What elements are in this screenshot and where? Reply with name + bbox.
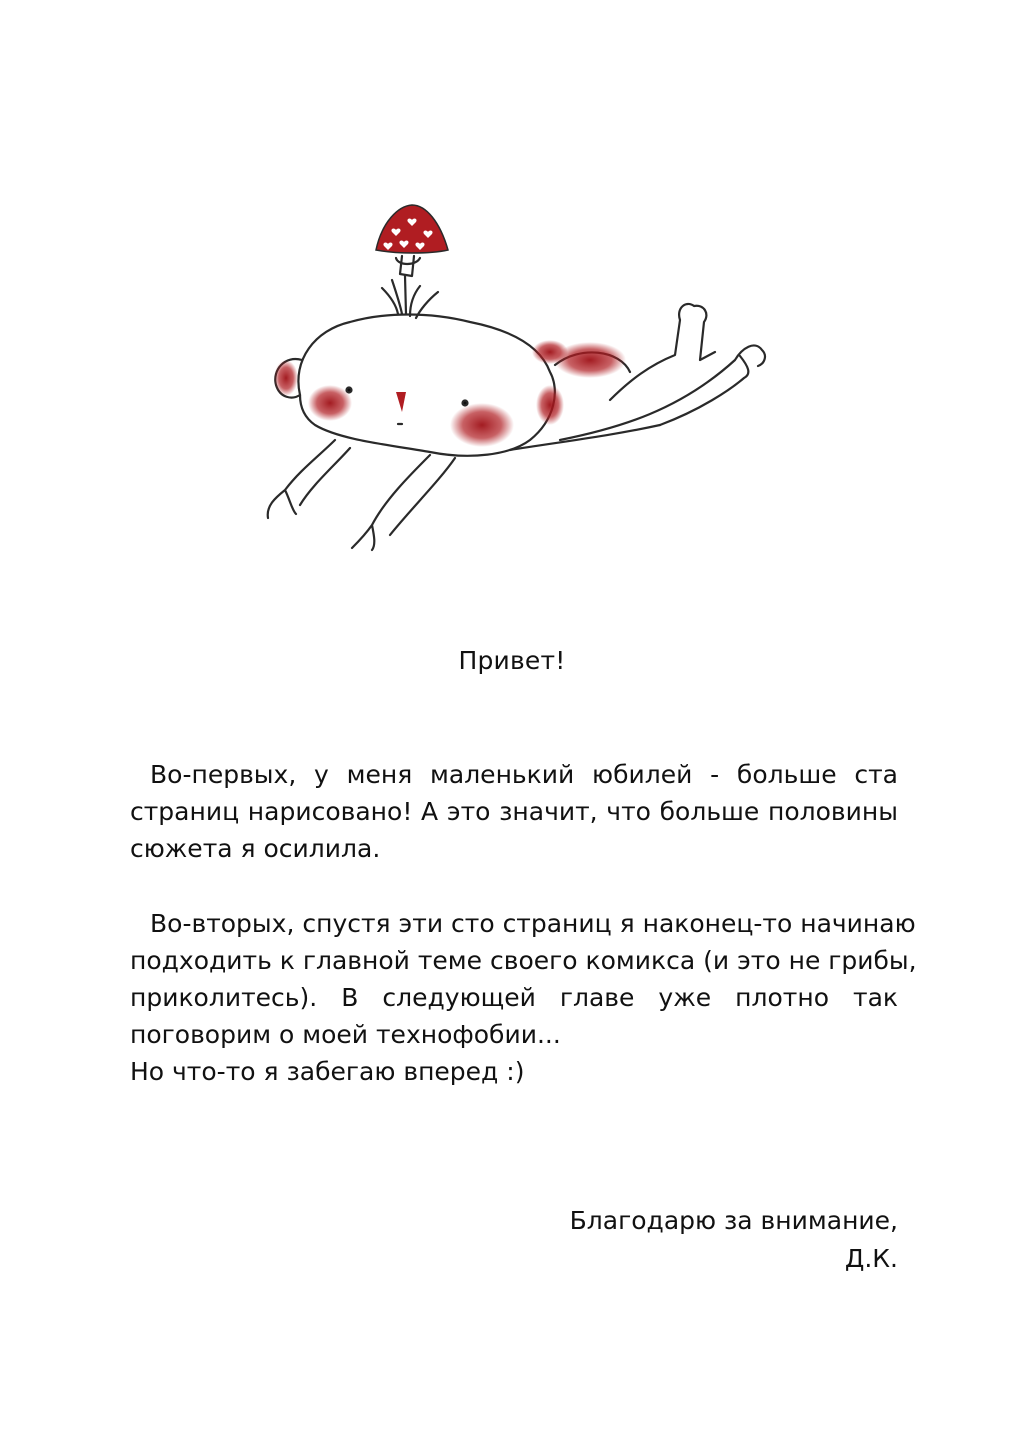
nose	[396, 392, 406, 412]
paragraph-2-line-3: приколитесь). В следующей главе уже плотно так	[130, 983, 898, 1012]
paragraph-1-line-1: Во-первых, у меня маленький юбилей - больше ста	[150, 760, 898, 789]
paragraph-1-line-2: страниц нарисовано! А это значит, что больше половины	[130, 797, 898, 826]
paragraph-1-line-3: сюжета я осилила.	[130, 834, 381, 863]
right-eye	[463, 401, 468, 406]
right-ear-blush	[536, 385, 564, 425]
head	[298, 315, 554, 456]
paragraph-2-line-2: подходить к главной теме своего комикса (и это не грибы,	[130, 946, 917, 975]
letter-paragraph-2	[130, 905, 917, 1053]
letter-signature: Д.К.	[844, 1244, 898, 1273]
right-cheek-blush	[450, 403, 514, 447]
letter-paragraph-3	[130, 1053, 898, 1090]
left-eye	[347, 388, 352, 393]
bottom-blush-2	[532, 340, 568, 364]
left-ear-blush	[274, 360, 298, 396]
left-arm	[268, 440, 350, 518]
left-cheek-blush	[308, 385, 352, 421]
letter-greeting: Привет!	[458, 646, 566, 675]
letter-paragraph-1	[130, 756, 898, 867]
paragraph-2-line-1: Во-вторых, спустя эти сто страниц я наконец-то начинаю	[150, 909, 916, 938]
middle-arm	[352, 455, 455, 550]
creature-illustration	[250, 190, 780, 560]
grass	[382, 276, 438, 318]
letter-closing: Благодарю за внимание,	[569, 1206, 898, 1235]
raised-leg	[610, 304, 715, 400]
paragraph-2-line-4: поговорим о моей технофобии...	[130, 1020, 561, 1049]
mushroom-stem	[400, 256, 414, 276]
paragraph-3-line-1: Но что-то я забегаю вперед :)	[130, 1057, 525, 1086]
